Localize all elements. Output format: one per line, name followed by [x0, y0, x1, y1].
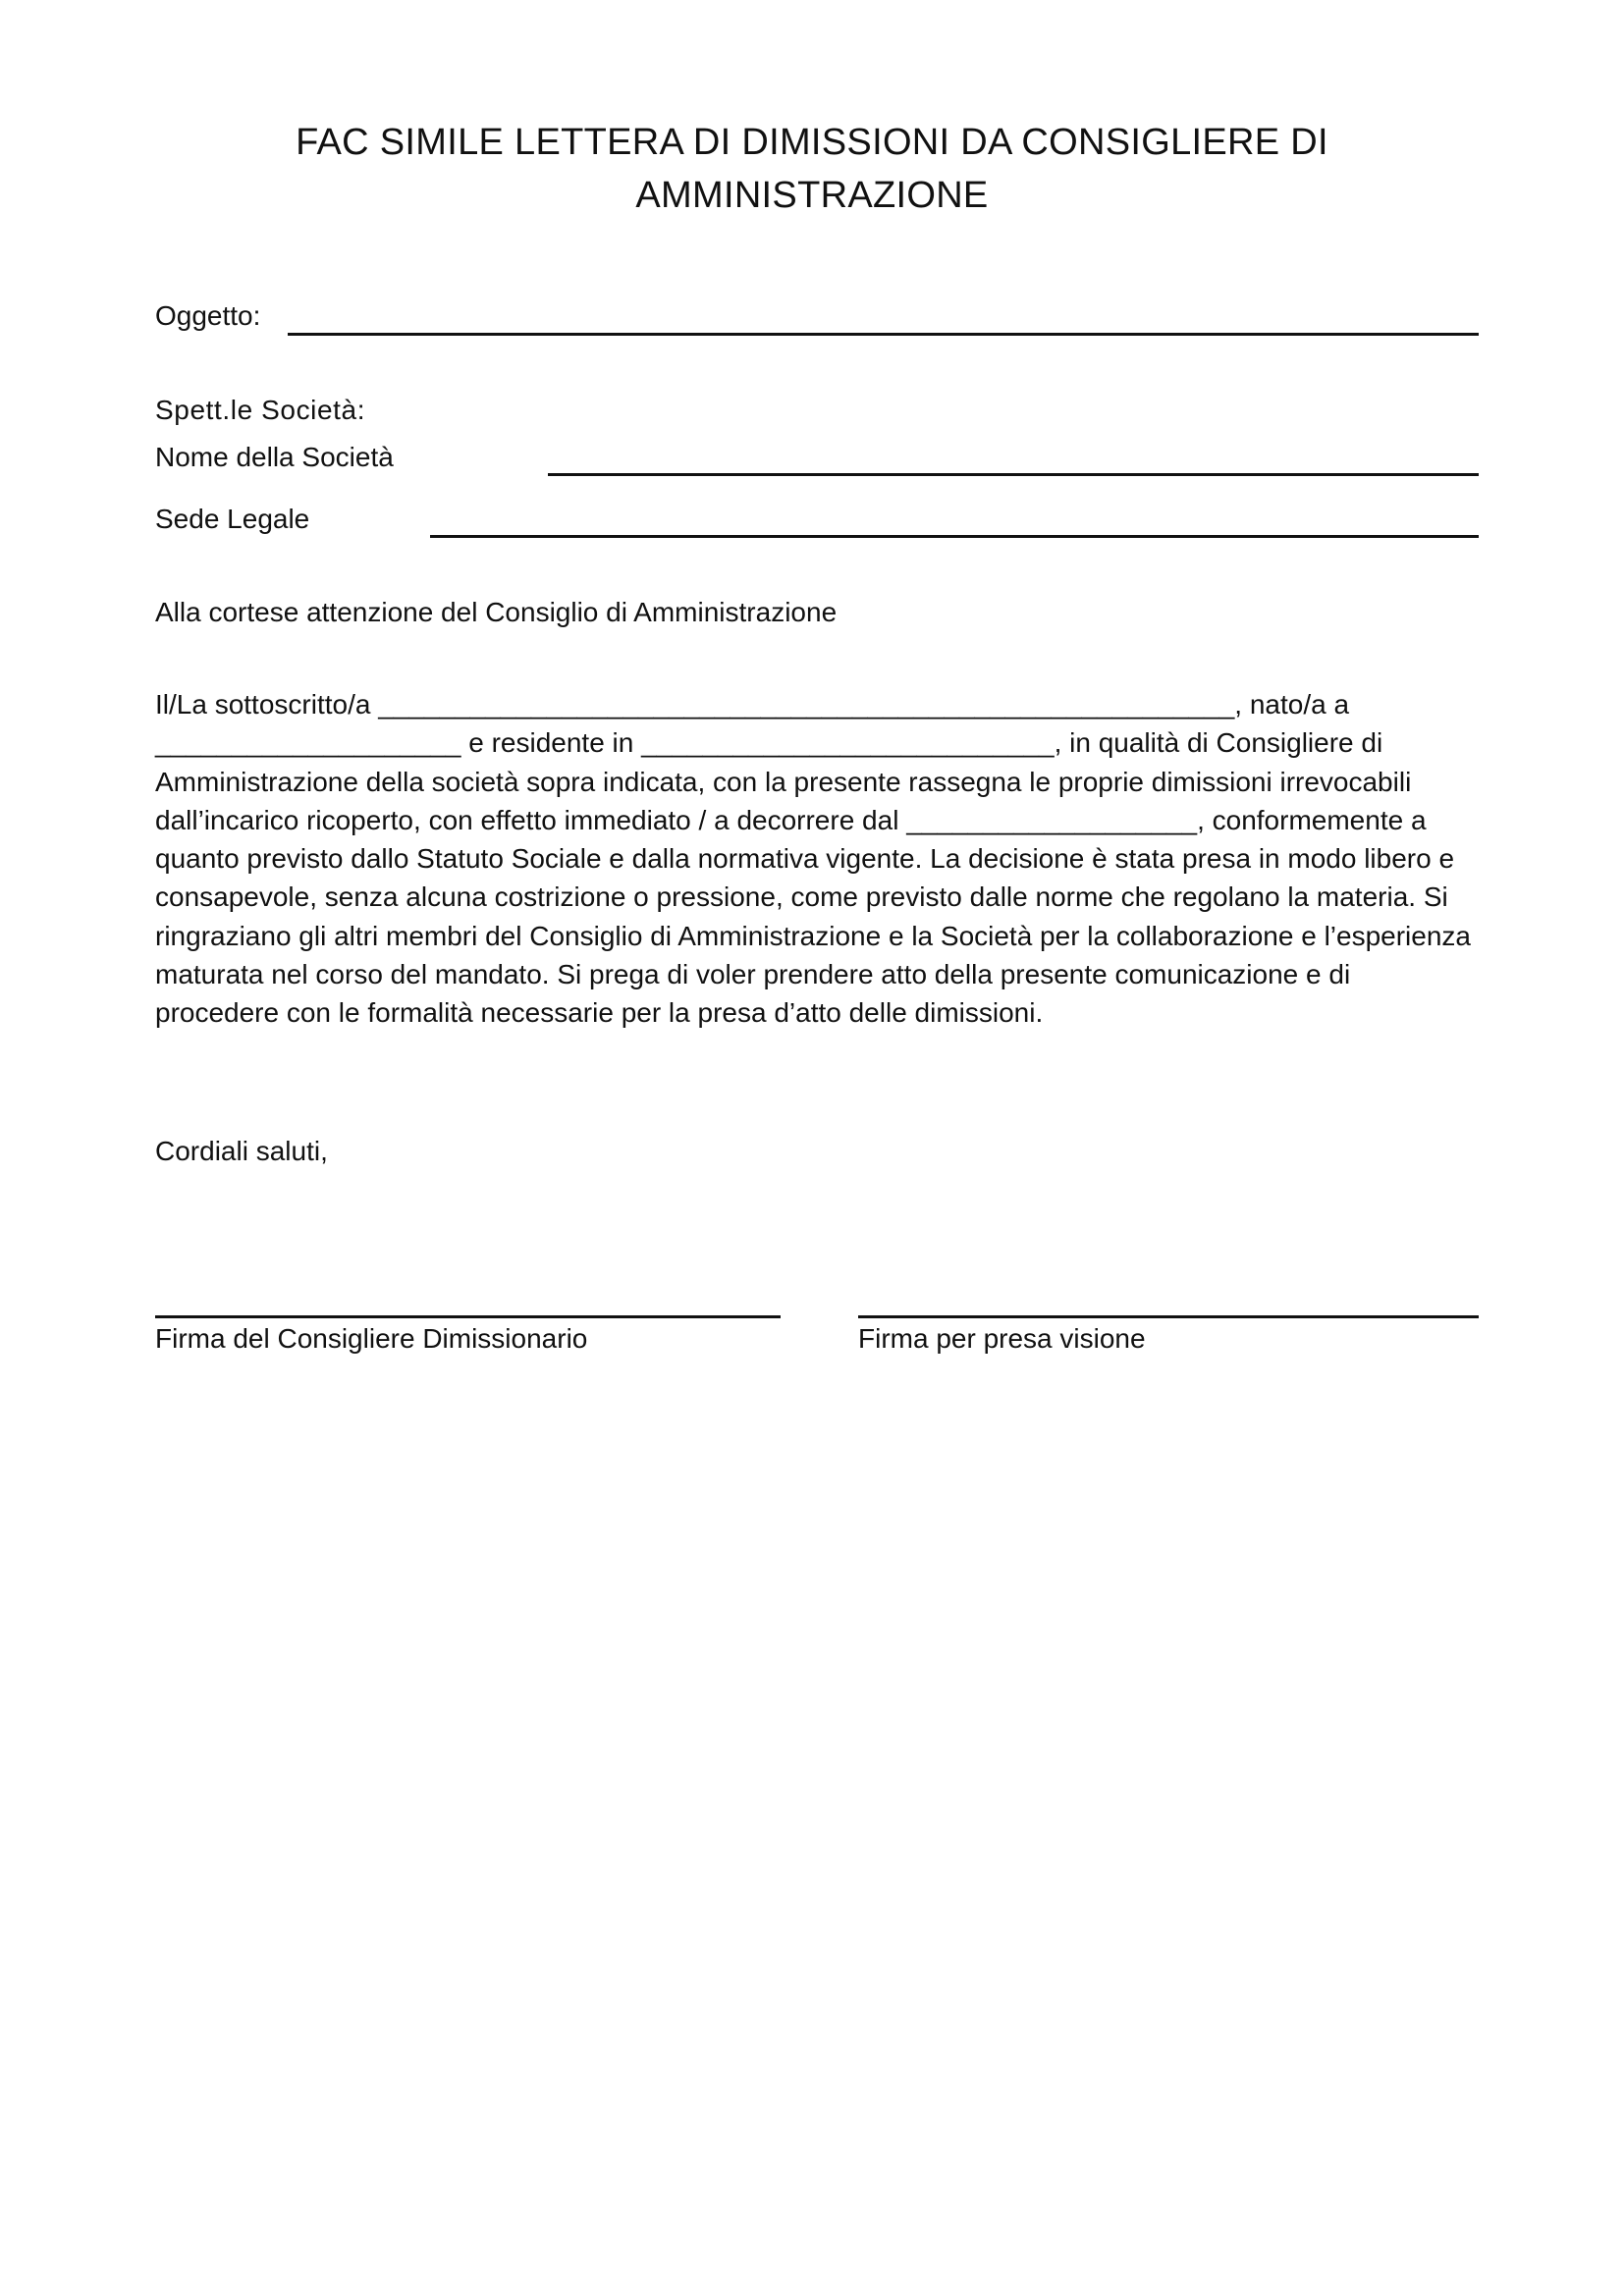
body-line: dall’incarico ricoperto, con effetto immediato / a decorrere dal ___________________, conformemente a	[155, 804, 1427, 835]
title-line-2: AMMINISTRAZIONE	[635, 175, 989, 216]
closing-greeting: Cordiali saluti,	[155, 1136, 328, 1166]
registered-office-label: Sede Legale	[155, 504, 310, 534]
title-line-1: FAC SIMILE LETTERA DI DIMISSIONI DA CONSIGLIERE DI	[296, 122, 1328, 163]
signature-right-label: Firma per presa visione	[858, 1323, 1146, 1354]
body-line: ringraziano gli altri membri del Consiglio di Amministrazione e la Società per la collaborazione e l’esperienza	[155, 920, 1471, 951]
attention-line: Alla cortese attenzione del Consiglio di Amministrazione	[155, 597, 838, 627]
addressee-label: Spett.le Società:	[155, 395, 366, 425]
signature-left-label: Firma del Consigliere Dimissionario	[155, 1323, 588, 1354]
subject-blank-line	[288, 333, 1479, 336]
body-line: maturata nel corso del mandato. Si prega di voler prendere atto della presente comunicazione e di	[155, 959, 1351, 990]
body-line: Amministrazione della società sopra indicata, con la presente rassegna le proprie dimissioni irrevocabili	[155, 766, 1412, 797]
body-line: Il/La sottoscritto/a ________________________________________________________, nato/a a	[155, 689, 1350, 720]
body-line: quanto previsto dallo Statuto Sociale e dalla normativa vigente. La decisione è stata presa in modo libero e	[155, 843, 1455, 875]
company-name-label: Nome della Società	[155, 442, 394, 472]
body-paragraph	[155, 685, 1481, 1033]
company-name-blank-line	[548, 473, 1479, 476]
body-line: ____________________ e residente in ___________________________, in qualità di Consigliere di	[155, 727, 1383, 759]
body-line: procedere con le formalità necessarie per la presa d’atto delle dimissioni.	[155, 997, 1044, 1029]
body-line: consapevole, senza alcuna costrizione o pressione, come previsto dalle norme che regolano la materia. Si	[155, 881, 1448, 913]
signature-line-right	[858, 1315, 1479, 1318]
document-title	[196, 116, 1428, 222]
signature-line-left	[155, 1315, 781, 1318]
registered-office-blank-line	[430, 535, 1479, 538]
subject-label: Oggetto:	[155, 300, 261, 331]
